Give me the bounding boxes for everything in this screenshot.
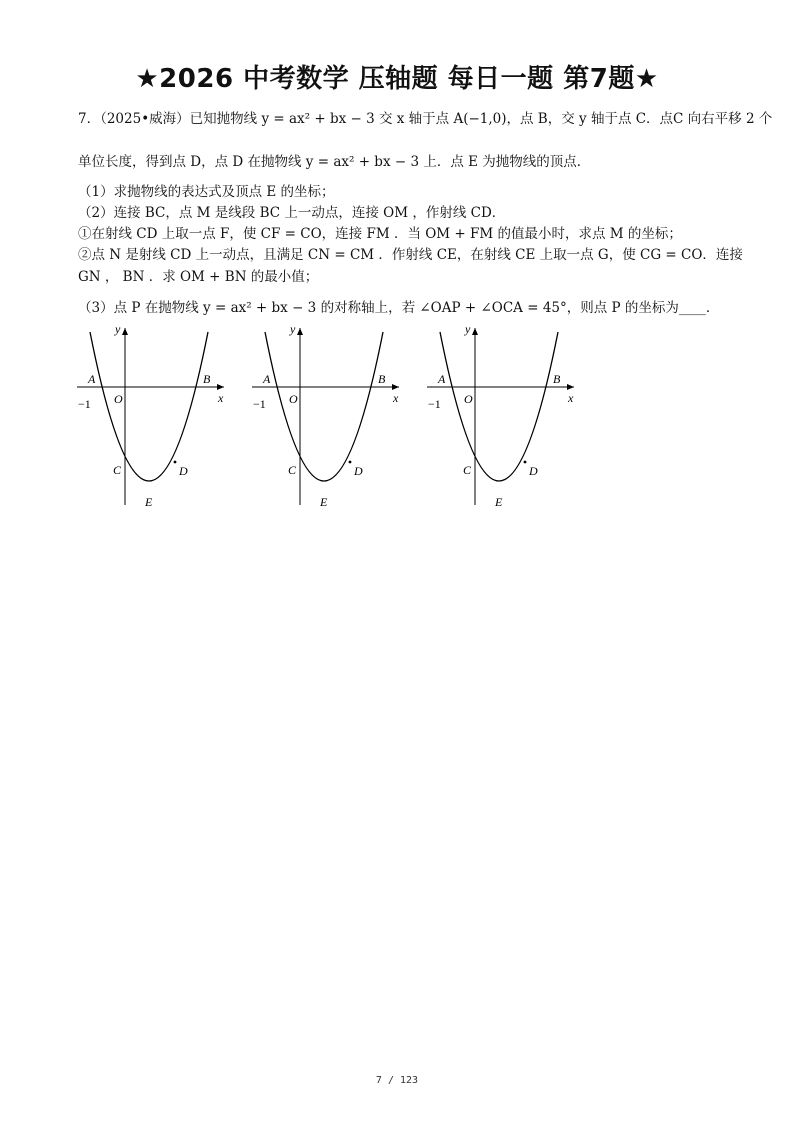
label-minus-one: −1 bbox=[253, 397, 266, 411]
y-axis-arrow-icon bbox=[472, 328, 478, 335]
y-axis-arrow-icon bbox=[297, 328, 303, 335]
label-a: A bbox=[438, 372, 446, 386]
parabola bbox=[265, 332, 383, 481]
label-e: E bbox=[495, 495, 503, 509]
problem-stem-line-1: 7．（2025•威海）已知抛物线 y = ax² + bx − 3 交 x 轴于点 A(−1,0)，点 B，交 y 轴于点 C．点C 向右平移 2 个 bbox=[78, 111, 773, 127]
label-d: D bbox=[354, 464, 363, 478]
parabola-figures bbox=[72, 320, 592, 510]
figures bbox=[72, 320, 592, 510]
question-2-part-2-cont: GN ， BN ．求 OM + BN 的最小值； bbox=[78, 269, 319, 285]
x-axis-arrow-icon bbox=[217, 384, 224, 390]
label-minus-one: −1 bbox=[428, 397, 441, 411]
question-2-part-1: ①在射线 CD 上取一点 F，使 CF = CO，连接 FM ．当 OM + FM 的值最小时，求点 M 的坐标； bbox=[78, 226, 682, 242]
label-a: A bbox=[88, 372, 96, 386]
y-axis-arrow-icon bbox=[122, 328, 128, 335]
point-d-dot bbox=[524, 461, 527, 464]
label-x: x bbox=[218, 391, 224, 405]
x-axis-arrow-icon bbox=[567, 384, 574, 390]
point-d-dot bbox=[349, 461, 352, 464]
point-d-dot bbox=[174, 461, 177, 464]
question-1: （1）求抛物线的表达式及顶点 E 的坐标； bbox=[78, 184, 335, 200]
label-o: O bbox=[464, 392, 473, 406]
parabola bbox=[90, 332, 208, 481]
label-y: y bbox=[465, 322, 471, 336]
label-x: x bbox=[568, 391, 574, 405]
label-c: C bbox=[288, 463, 297, 477]
figure-1 bbox=[77, 322, 224, 509]
figure-3 bbox=[427, 322, 574, 509]
question-2: （2）连接 BC，点 M 是线段 BC 上一动点，连接 OM ，作射线 CD． bbox=[78, 205, 506, 221]
page-number: 7 / 123 bbox=[375, 1075, 419, 1086]
label-minus-one: −1 bbox=[78, 397, 91, 411]
label-o: O bbox=[114, 392, 123, 406]
label-d: D bbox=[529, 464, 538, 478]
label-a: A bbox=[263, 372, 271, 386]
label-x: x bbox=[393, 391, 399, 405]
x-axis-arrow-icon bbox=[392, 384, 399, 390]
label-b: B bbox=[378, 372, 386, 386]
label-b: B bbox=[203, 372, 211, 386]
label-c: C bbox=[113, 463, 122, 477]
label-e: E bbox=[145, 495, 153, 509]
label-b: B bbox=[553, 372, 561, 386]
label-e: E bbox=[320, 495, 328, 509]
problem-stem-line-2: 单位长度，得到点 D，点 D 在抛物线 y = ax² + bx − 3 上．点 E 为抛物线的顶点． bbox=[78, 154, 591, 170]
figure-2 bbox=[252, 322, 399, 509]
label-d: D bbox=[179, 464, 188, 478]
question-2-part-2: ②点 N 是射线 CD 上一动点，且满足 CN = CM ．作射线 CE，在射线 CE 上取一点 G，使 CG = CO．连接 bbox=[78, 247, 743, 263]
parabola bbox=[440, 332, 558, 481]
page-title: ★2026 中考数学 压轴题 每日一题 第7题★ bbox=[135, 64, 659, 94]
label-y: y bbox=[290, 322, 296, 336]
label-o: O bbox=[289, 392, 298, 406]
label-y: y bbox=[115, 322, 121, 336]
question-3: （3）点 P 在抛物线 y = ax² + bx − 3 的对称轴上，若 ∠OAP + ∠OCA = 45°，则点 P 的坐标为____． bbox=[78, 300, 720, 316]
label-c: C bbox=[463, 463, 472, 477]
